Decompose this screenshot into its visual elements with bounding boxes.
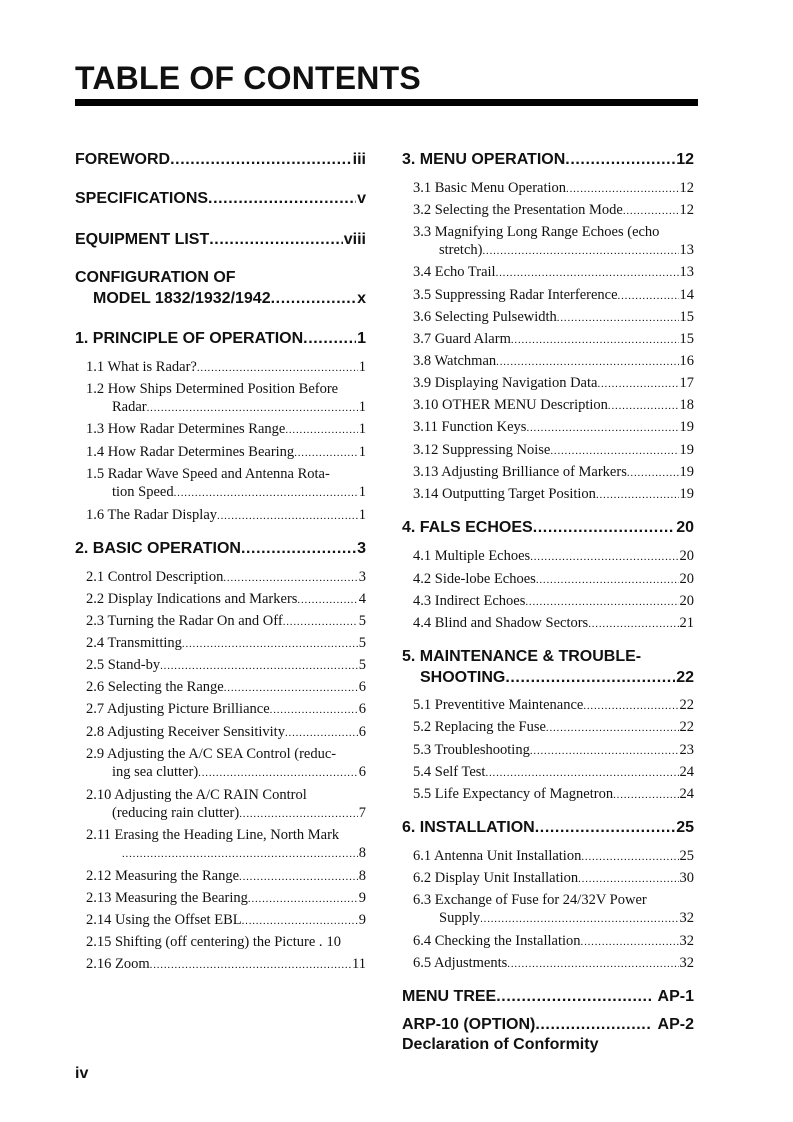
toc-entry-page: 25	[679, 848, 694, 864]
toc-entry-title: 2.16 Zoom	[86, 956, 150, 972]
dot-leader	[597, 374, 678, 393]
toc-entry-2-7[interactable]	[86, 700, 366, 719]
toc-entry-title: SPECIFICATIONS	[75, 190, 209, 207]
toc-entry-page: 20	[676, 519, 694, 536]
dot-leader	[608, 396, 679, 415]
toc-entry-arp-10[interactable]	[402, 1014, 694, 1035]
toc-entry-title: 4. FALS ECHOES	[402, 519, 533, 536]
toc-entry-title: 2.14 Using the Offset EBL	[86, 912, 242, 928]
toc-entry-page: 24	[679, 786, 694, 802]
toc-entry-1-2[interactable]	[86, 380, 366, 417]
toc-entry-page: 32	[679, 933, 694, 949]
page-title: TABLE OF CONTENTS	[75, 60, 421, 96]
toc-entry-page: 18	[679, 397, 694, 413]
dot-leader	[557, 308, 679, 327]
toc-entry-title: 3.10 OTHER MENU Description	[413, 397, 608, 413]
toc-entry-title: CONFIGURATION OF	[75, 269, 236, 286]
toc-entry-6-2[interactable]	[413, 869, 694, 888]
dot-leader	[596, 485, 679, 504]
dot-leader	[581, 932, 679, 951]
toc-entry-page: 1	[358, 399, 366, 415]
toc-entry-title-cont: Radar	[112, 399, 147, 415]
toc-entry-page: 1	[358, 507, 366, 523]
toc-entry-page: 5	[358, 613, 366, 629]
dot-leader	[297, 590, 357, 609]
dot-leader	[285, 723, 358, 742]
toc-entry-2-11[interactable]	[86, 826, 366, 863]
toc-entry-2-10[interactable]	[86, 786, 366, 823]
toc-entry-3-10[interactable]	[413, 396, 694, 415]
dot-leader	[530, 547, 678, 566]
toc-entry-title: 3.14 Outputting Target Position	[413, 486, 596, 502]
dot-leader	[496, 352, 678, 371]
toc-entry-title: 2.10 Adjusting the A/C RAIN Control	[86, 787, 307, 803]
toc-entry-page: 23	[679, 742, 694, 758]
dot-leader	[485, 763, 678, 782]
toc-entry-1-6[interactable]	[86, 506, 366, 525]
toc-entry-page: 24	[679, 764, 694, 780]
dot-leader	[242, 911, 358, 930]
toc-entry-page: 13	[679, 264, 694, 280]
toc-entry-page: 12	[676, 151, 694, 168]
dot-leader	[588, 614, 678, 633]
toc-entry-title: 5.2 Replacing the Fuse	[413, 719, 546, 735]
toc-entry-specifications[interactable]	[75, 188, 366, 209]
toc-entry-page: 10	[326, 934, 342, 950]
toc-entry-title: 3.12 Suppressing Noise	[413, 442, 551, 458]
toc-entry-title: 6.5 Adjustments	[413, 955, 508, 971]
dot-leader	[223, 568, 357, 587]
dot-leader	[578, 869, 678, 888]
toc-entry-page: 12	[679, 202, 694, 218]
toc-entry-title: 2.2 Display Indications and Markers	[86, 591, 298, 607]
dot-leader	[496, 263, 679, 282]
toc-chapter-6[interactable]	[402, 817, 694, 838]
toc-entry-3-5[interactable]	[413, 286, 694, 305]
dot-leader	[285, 420, 357, 439]
toc-entry-2-5[interactable]	[86, 656, 366, 675]
toc-entry-page: 19	[679, 442, 694, 458]
toc-entry-title: 5.5 Life Expectancy of Magnetron	[413, 786, 614, 802]
toc-entry-page: 15	[679, 309, 694, 325]
toc-entry-title-cont: stretch)	[439, 242, 483, 258]
toc-entry-title: 3.4 Echo Trail	[413, 264, 496, 280]
toc-entry-page: 25	[676, 819, 694, 836]
dot-leader	[581, 847, 678, 866]
toc-entry-6-3[interactable]	[413, 891, 694, 928]
toc-entry-title: 3.13 Adjusting Brilliance of Markers	[413, 464, 627, 480]
dot-leader	[122, 844, 358, 863]
toc-entry-page: 19	[679, 486, 694, 502]
toc-entry-4-1[interactable]	[413, 547, 694, 566]
toc-entry-title: 2.5 Stand-by	[86, 657, 161, 673]
dot-leader	[170, 149, 352, 170]
dot-leader	[248, 889, 358, 908]
toc-entry-page: 20	[679, 571, 694, 587]
toc-entry-page: 8	[358, 845, 366, 861]
toc-entry-page: 32	[679, 955, 694, 971]
toc-entry-3-1[interactable]	[413, 179, 694, 198]
toc-entry-title: 2. BASIC OPERATION	[75, 540, 241, 557]
dot-leader	[535, 817, 675, 838]
toc-entry-title: 2.1 Control Description	[86, 569, 224, 585]
dot-leader	[147, 398, 358, 417]
toc-entry-title: FOREWORD	[75, 151, 171, 168]
toc-entry-title: 5.3 Troubleshooting	[413, 742, 530, 758]
toc-entry-title: 2.13 Measuring the Bearing	[86, 890, 248, 906]
toc-entry-page: 22	[676, 669, 694, 686]
dot-leader	[239, 804, 358, 823]
toc-entry-page: 1	[358, 484, 366, 500]
dot-leader	[271, 288, 356, 309]
toc-entry-title: 4.3 Indirect Echoes	[413, 593, 526, 609]
toc-entry-page: 4	[358, 591, 366, 607]
toc-entry-page: 19	[679, 464, 694, 480]
toc-entry-2-15[interactable]	[86, 933, 366, 951]
toc-entry-page: 32	[679, 910, 694, 926]
toc-entry-title: 3.3 Magnifying Long Range Echoes (echo	[413, 224, 660, 240]
toc-entry-title: 3.9 Displaying Navigation Data	[413, 375, 598, 391]
toc-entry-title: 2.7 Adjusting Picture Brilliance	[86, 701, 270, 717]
toc-entry-page: 5	[358, 635, 366, 651]
dot-leader	[583, 696, 678, 715]
toc-entry-page: 12	[679, 180, 694, 196]
toc-entry-page: iii	[352, 151, 366, 168]
toc-entry-title: 2.6 Selecting the Range	[86, 679, 224, 695]
toc-entry-page: 30	[679, 870, 694, 886]
toc-chapter-2[interactable]	[75, 538, 366, 559]
toc-entry-page: x	[357, 290, 366, 307]
dot-leader	[197, 358, 358, 377]
dot-leader	[150, 955, 351, 974]
toc-entry-2-12[interactable]	[86, 867, 366, 886]
toc-entry-title: 2.15 Shifting (off centering) the Picture .	[86, 934, 323, 950]
toc-entry-title: 2.9 Adjusting the A/C SEA Control (reduc-	[86, 746, 337, 762]
toc-entry-2-2[interactable]	[86, 590, 366, 609]
toc-entry-1-4[interactable]	[86, 443, 366, 462]
dot-leader	[530, 741, 679, 760]
toc-entry-page: 3	[358, 569, 366, 585]
dot-leader	[550, 441, 678, 460]
toc-entry-title: 3.5 Suppressing Radar Interference	[413, 287, 618, 303]
toc-entry-title: 6.3 Exchange of Fuse for 24/32V Power	[413, 892, 647, 908]
toc-entry-page: 1	[358, 444, 366, 460]
toc-entry-title: 1.5 Radar Wave Speed and Antenna Rota-	[86, 466, 330, 482]
toc-entry-3-3[interactable]	[413, 223, 694, 260]
dot-leader	[241, 538, 356, 559]
toc-entry-title: 3.2 Selecting the Presentation Mode	[413, 202, 623, 218]
toc-entry-page: 8	[358, 868, 366, 884]
toc-entry-4-4[interactable]	[413, 614, 694, 633]
toc-entry-page: 6	[358, 679, 366, 695]
dot-leader	[526, 418, 678, 437]
toc-entry-title: 1.2 How Ships Determined Position Before	[86, 381, 339, 397]
toc-entry-title: 5.4 Self Test	[413, 764, 486, 780]
toc-entry-page: 1	[358, 359, 366, 375]
toc-entry-title: 3.1 Basic Menu Operation	[413, 180, 567, 196]
toc-entry-title: 3.7 Guard Alarm	[413, 331, 511, 347]
dot-leader	[623, 201, 679, 220]
dot-leader	[525, 592, 678, 611]
toc-entry-title: 1.1 What is Radar?	[86, 359, 197, 375]
toc-entry-page: 3	[357, 540, 366, 557]
toc-entry-1-5[interactable]	[86, 465, 366, 502]
toc-entry-2-4[interactable]	[86, 634, 366, 653]
toc-entry-foreword[interactable]	[75, 149, 366, 170]
dot-leader	[533, 517, 676, 538]
toc-entry-title-cont: MODEL 1832/1932/1942	[93, 290, 271, 307]
toc-entry-title-cont: SHOOTING	[420, 669, 506, 686]
dot-leader	[536, 570, 679, 589]
dot-leader	[239, 867, 358, 886]
dot-leader	[505, 667, 675, 688]
toc-entry-2-16[interactable]	[86, 955, 366, 974]
toc-entry-title: 3.8 Watchman	[413, 353, 497, 369]
toc-entry-page: viii	[343, 231, 366, 248]
toc-entry-3-6[interactable]	[413, 308, 694, 327]
dot-leader	[283, 612, 358, 631]
toc-entry-2-14[interactable]	[86, 911, 366, 930]
toc-entry-6-4[interactable]	[413, 932, 694, 951]
toc-entry-5-2[interactable]	[413, 718, 694, 737]
toc-entry-page: AP-2	[657, 1016, 694, 1033]
toc-entry-equipment-list[interactable]	[75, 229, 366, 250]
toc-entry-page: 9	[358, 890, 366, 906]
toc-entry-page: v	[357, 190, 366, 207]
dot-leader	[618, 286, 679, 305]
toc-entry-2-9[interactable]	[86, 745, 366, 782]
toc-entry-3-12[interactable]	[413, 441, 694, 460]
toc-entry-page: 15	[679, 331, 694, 347]
toc-entry-2-3[interactable]	[86, 612, 366, 631]
toc-entry-title: 4.4 Blind and Shadow Sectors	[413, 615, 589, 631]
page-number: iv	[75, 1065, 89, 1082]
toc-entry-1-3[interactable]	[86, 420, 366, 439]
toc-entry-title: Declaration of Conformity	[402, 1036, 599, 1053]
toc-entry-title: 6.1 Antenna Unit Installation	[413, 848, 582, 864]
dot-leader	[182, 634, 358, 653]
toc-entry-6-5[interactable]	[413, 954, 694, 973]
dot-leader	[174, 483, 358, 502]
toc-entry-title: 3.11 Function Keys	[413, 419, 527, 435]
toc-entry-3-2[interactable]	[413, 201, 694, 220]
toc-entry-configuration[interactable]	[75, 267, 366, 309]
toc-entry-3-9[interactable]	[413, 374, 694, 393]
toc-chapter-3[interactable]	[402, 149, 694, 170]
dot-leader	[208, 188, 356, 209]
toc-entry-page: 5	[358, 657, 366, 673]
dot-leader	[270, 700, 358, 719]
toc-entry-title: 6.2 Display Unit Installation	[413, 870, 579, 886]
toc-entry-page: 1	[357, 330, 366, 347]
toc-entry-2-13[interactable]	[86, 889, 366, 908]
toc-entry-title: 4.1 Multiple Echoes	[413, 548, 531, 564]
toc-entry-page: 9	[358, 912, 366, 928]
toc-entry-5-3[interactable]	[413, 741, 694, 760]
dot-leader	[224, 678, 358, 697]
toc-entry-page: 20	[679, 593, 694, 609]
dot-leader	[198, 763, 358, 782]
toc-chapter-4[interactable]	[402, 517, 694, 538]
toc-entry-page: 16	[679, 353, 694, 369]
dot-leader	[546, 718, 679, 737]
dot-leader	[566, 179, 678, 198]
toc-entry-title: 6. INSTALLATION	[402, 819, 535, 836]
toc-entry-title: 2.8 Adjusting Receiver Sensitivity	[86, 724, 285, 740]
dot-leader	[627, 463, 679, 482]
toc-entry-page: 1	[358, 421, 366, 437]
toc-entry-4-2[interactable]	[413, 570, 694, 589]
toc-entry-title: EQUIPMENT LIST	[75, 231, 210, 248]
toc-entry-3-7[interactable]	[413, 330, 694, 349]
toc-entry-2-1[interactable]	[86, 568, 366, 587]
toc-entry-4-3[interactable]	[413, 592, 694, 611]
toc-entry-title-cont: Supply	[439, 910, 481, 926]
toc-entry-2-8[interactable]	[86, 723, 366, 742]
toc-entry-title: 2.3 Turning the Radar On and Off	[86, 613, 283, 629]
toc-entry-title: 5.1 Preventitive Maintenance	[413, 697, 584, 713]
toc-entry-3-14[interactable]	[413, 485, 694, 504]
dot-leader	[294, 443, 358, 462]
toc-entry-page: 6	[358, 764, 366, 780]
toc-entry-page: 22	[679, 719, 694, 735]
dot-leader	[535, 1014, 651, 1035]
toc-entry-5-1[interactable]	[413, 696, 694, 715]
dot-leader	[480, 909, 678, 928]
toc-entry-3-11[interactable]	[413, 418, 694, 437]
toc-entry-title-cont: (reducing rain clutter)	[112, 805, 240, 821]
toc-entry-title: 3. MENU OPERATION	[402, 151, 566, 168]
toc-entry-declaration[interactable]	[402, 1034, 694, 1055]
toc-entry-page: 17	[679, 375, 694, 391]
title-rule	[75, 99, 698, 106]
toc-entry-page: 14	[679, 287, 694, 303]
dot-leader	[217, 506, 358, 525]
toc-entry-title: 4.2 Side-lobe Echoes	[413, 571, 536, 587]
toc-entry-title-cont: ing sea clutter)	[112, 764, 199, 780]
toc-entry-title: 1.3 How Radar Determines Range	[86, 421, 286, 437]
dot-leader	[303, 328, 356, 349]
toc-entry-title: 1. PRINCIPLE OF OPERATION	[75, 330, 304, 347]
toc-entry-title: MENU TREE	[402, 988, 497, 1005]
toc-entry-title: ARP-10 (OPTION)	[402, 1016, 536, 1033]
dot-leader	[496, 986, 651, 1007]
toc-entry-6-1[interactable]	[413, 847, 694, 866]
toc-entry-2-6[interactable]	[86, 678, 366, 697]
toc-entry-page: 6	[358, 724, 366, 740]
toc-entry-3-8[interactable]	[413, 352, 694, 371]
toc-entry-page: 21	[679, 615, 694, 631]
toc-entry-title: 2.12 Measuring the Range	[86, 868, 240, 884]
toc-entry-title: 1.4 How Radar Determines Bearing	[86, 444, 295, 460]
toc-entry-menu-tree[interactable]	[402, 986, 694, 1007]
toc-entry-page: 20	[679, 548, 694, 564]
dot-leader	[565, 149, 675, 170]
dot-leader	[511, 330, 679, 349]
toc-entry-title: 6.4 Checking the Installation	[413, 933, 581, 949]
toc-chapter-1[interactable]	[75, 328, 366, 349]
dot-leader	[507, 954, 678, 973]
toc-entry-page: 11	[352, 956, 366, 972]
toc-entry-3-13[interactable]	[413, 463, 694, 482]
dot-leader	[160, 656, 358, 675]
toc-chapter-5[interactable]	[402, 646, 694, 688]
toc-entry-title: 2.4 Transmitting	[86, 635, 182, 651]
toc-entry-3-4[interactable]	[413, 263, 694, 282]
toc-entry-title: 2.11 Erasing the Heading Line, North Mark	[86, 827, 340, 843]
toc-entry-title: 1.6 The Radar Display	[86, 507, 218, 523]
dot-leader	[209, 229, 343, 250]
toc-entry-title: 5. MAINTENANCE & TROUBLE-	[402, 648, 642, 665]
toc-entry-page: 7	[358, 805, 366, 821]
toc-entry-5-4[interactable]	[413, 763, 694, 782]
toc-entry-5-5[interactable]	[413, 785, 694, 804]
toc-entry-page: 6	[358, 701, 366, 717]
toc-entry-page: 13	[679, 242, 694, 258]
toc-entry-page: AP-1	[657, 988, 694, 1005]
toc-entry-title-cont: tion Speed	[112, 484, 174, 500]
toc-entry-title: 3.6 Selecting Pulsewidth	[413, 309, 557, 325]
toc-entry-page: 19	[679, 419, 694, 435]
toc-entry-page: 22	[679, 697, 694, 713]
toc-entry-1-1[interactable]	[86, 358, 366, 377]
dot-leader	[613, 785, 678, 804]
dot-leader	[482, 241, 678, 260]
